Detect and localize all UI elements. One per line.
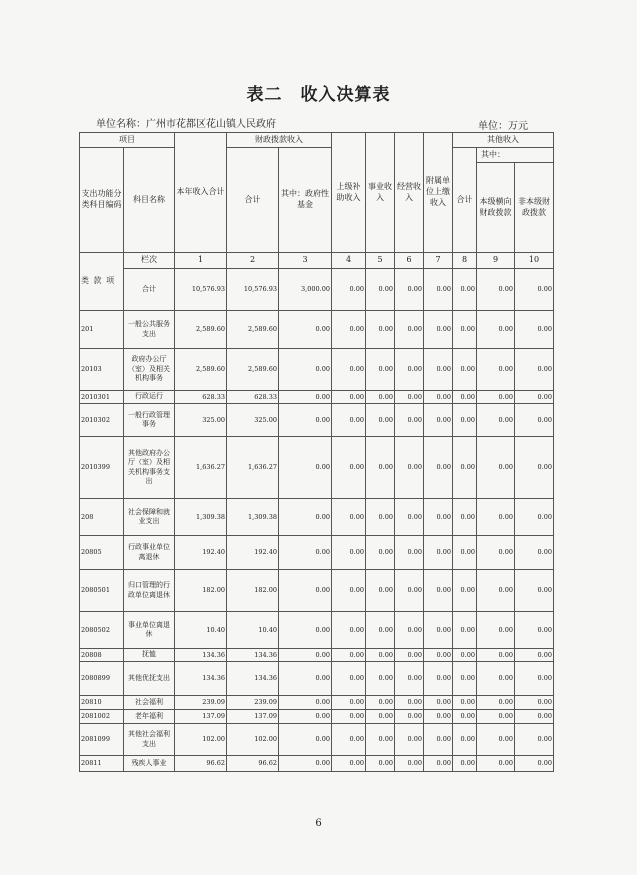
row-value: 0.00 — [279, 570, 332, 612]
row-value: 0.00 — [332, 570, 366, 612]
header-operating-income: 经营收入 — [395, 133, 424, 253]
row-value: 0.00 — [395, 662, 424, 696]
header-non-fiscal: 非本级财政拨款 — [515, 163, 554, 253]
total-value: 0.00 — [366, 269, 395, 311]
row-value: 0.00 — [477, 756, 515, 772]
col-num: 10 — [515, 253, 554, 269]
row-value: 0.00 — [453, 437, 477, 499]
row-code: 2080501 — [80, 570, 124, 612]
row-code: 20808 — [80, 649, 124, 662]
header-lateral: 本级横向财政拨款 — [477, 163, 515, 253]
row-value: 325.00 — [175, 404, 227, 437]
row-value: 0.00 — [453, 311, 477, 349]
row-subject-name: 残疾人事业 — [124, 756, 175, 772]
row-code: 2080502 — [80, 612, 124, 649]
row-value: 0.00 — [366, 536, 395, 570]
header-func-code: 支出功能分类科目编码 — [80, 148, 124, 253]
header-kuan: 款 — [93, 276, 103, 286]
row-code: 201 — [80, 311, 124, 349]
header-xiang: 项 — [106, 276, 116, 286]
row-value: 0.00 — [515, 404, 554, 437]
row-value: 0.00 — [366, 391, 395, 404]
col-num: 6 — [395, 253, 424, 269]
row-value: 0.00 — [453, 662, 477, 696]
row-value: 0.00 — [332, 311, 366, 349]
row-value: 0.00 — [424, 311, 453, 349]
col-num: 1 — [175, 253, 227, 269]
header-total-income: 本年收入合计 — [175, 133, 227, 253]
row-value: 0.00 — [477, 696, 515, 710]
total-value: 0.00 — [395, 269, 424, 311]
row-value: 0.00 — [395, 710, 424, 724]
row-value: 0.00 — [279, 662, 332, 696]
row-subject-name: 社会保障和就业支出 — [124, 499, 175, 536]
row-value: 134.36 — [175, 662, 227, 696]
table-row — [80, 311, 554, 349]
row-subject-name: 一般行政管理事务 — [124, 404, 175, 437]
header-fiscal-total: 合计 — [227, 148, 279, 253]
row-value: 0.00 — [366, 570, 395, 612]
row-value: 134.36 — [175, 649, 227, 662]
row-value: 0.00 — [515, 612, 554, 649]
table-row — [80, 499, 554, 536]
row-value: 0.00 — [279, 724, 332, 756]
row-value: 0.00 — [395, 311, 424, 349]
row-value: 0.00 — [424, 649, 453, 662]
row-value: 0.00 — [424, 710, 453, 724]
row-value: 0.00 — [515, 349, 554, 391]
row-value: 0.00 — [477, 404, 515, 437]
table-row — [80, 391, 554, 404]
header-of-which: 其中： — [477, 148, 554, 163]
row-value: 0.00 — [515, 756, 554, 772]
row-value: 0.00 — [332, 437, 366, 499]
row-value: 0.00 — [332, 724, 366, 756]
row-value: 0.00 — [366, 724, 395, 756]
row-value: 0.00 — [515, 437, 554, 499]
header-lei-kuan-xiang — [80, 253, 124, 311]
unit-label: 单位：万元 — [478, 121, 528, 132]
table-row — [80, 570, 554, 612]
header-lei: 类 — [81, 276, 90, 286]
row-value: 0.00 — [453, 756, 477, 772]
row-value: 102.00 — [175, 724, 227, 756]
row-value: 0.00 — [453, 499, 477, 536]
row-subject-name: 一般公共服务支出 — [124, 311, 175, 349]
row-value: 0.00 — [424, 349, 453, 391]
row-value: 0.00 — [279, 311, 332, 349]
row-value: 0.00 — [332, 756, 366, 772]
row-value: 0.00 — [366, 756, 395, 772]
row-value: 1,309.38 — [175, 499, 227, 536]
row-value: 0.00 — [453, 404, 477, 437]
row-value: 102.00 — [227, 724, 279, 756]
row-value: 0.00 — [366, 662, 395, 696]
row-value: 0.00 — [453, 612, 477, 649]
row-value: 2,589.60 — [175, 349, 227, 391]
header-project: 项目 — [80, 133, 175, 148]
row-code: 2081002 — [80, 710, 124, 724]
row-value: 0.00 — [279, 499, 332, 536]
total-value: 0.00 — [515, 269, 554, 311]
income-table — [79, 132, 554, 772]
row-value: 192.40 — [227, 536, 279, 570]
row-value: 0.00 — [395, 536, 424, 570]
col-num: 5 — [366, 253, 395, 269]
row-value: 0.00 — [453, 696, 477, 710]
row-value: 0.00 — [477, 710, 515, 724]
row-value: 0.00 — [515, 724, 554, 756]
table-row — [80, 710, 554, 724]
row-value: 0.00 — [515, 662, 554, 696]
total-value: 10,576.93 — [175, 269, 227, 311]
row-value: 182.00 — [227, 570, 279, 612]
row-value: 0.00 — [424, 662, 453, 696]
row-value: 0.00 — [477, 570, 515, 612]
row-value: 0.00 — [515, 696, 554, 710]
row-subject-name: 行政运行 — [124, 391, 175, 404]
row-value: 182.00 — [175, 570, 227, 612]
row-value: 2,589.60 — [227, 311, 279, 349]
table-row — [80, 662, 554, 696]
row-value: 0.00 — [453, 724, 477, 756]
row-value: 137.09 — [227, 710, 279, 724]
row-value: 0.00 — [366, 696, 395, 710]
row-code: 20811 — [80, 756, 124, 772]
row-code: 2010301 — [80, 391, 124, 404]
row-subject-name: 其他社会福利支出 — [124, 724, 175, 756]
col-num: 8 — [453, 253, 477, 269]
row-value: 0.00 — [515, 570, 554, 612]
row-value: 0.00 — [453, 570, 477, 612]
row-value: 10.40 — [227, 612, 279, 649]
row-value: 10.40 — [175, 612, 227, 649]
row-value: 134.36 — [227, 662, 279, 696]
row-value: 0.00 — [279, 404, 332, 437]
row-value: 0.00 — [366, 499, 395, 536]
table-row — [80, 696, 554, 710]
row-value: 0.00 — [515, 311, 554, 349]
row-value: 0.00 — [366, 710, 395, 724]
row-value: 2,589.60 — [227, 349, 279, 391]
row-code: 20103 — [80, 349, 124, 391]
unit-name: 单位名称：广州市花都区花山镇人民政府 — [96, 119, 276, 130]
table-row — [80, 536, 554, 570]
row-value: 0.00 — [477, 391, 515, 404]
row-value: 0.00 — [453, 710, 477, 724]
row-value: 0.00 — [477, 311, 515, 349]
row-value: 0.00 — [332, 536, 366, 570]
row-code: 2081099 — [80, 724, 124, 756]
row-value: 0.00 — [477, 649, 515, 662]
header-column-label: 栏次 — [124, 253, 175, 269]
row-value: 0.00 — [279, 696, 332, 710]
table-row — [80, 756, 554, 772]
col-num: 4 — [332, 253, 366, 269]
row-code: 2010302 — [80, 404, 124, 437]
row-value: 96.62 — [175, 756, 227, 772]
row-value: 0.00 — [332, 404, 366, 437]
row-value: 0.00 — [424, 724, 453, 756]
row-value: 0.00 — [477, 724, 515, 756]
row-value: 0.00 — [395, 391, 424, 404]
total-row — [80, 269, 554, 311]
row-value: 0.00 — [332, 391, 366, 404]
row-value: 0.00 — [332, 710, 366, 724]
row-value: 0.00 — [424, 404, 453, 437]
row-value: 0.00 — [515, 536, 554, 570]
row-value: 628.33 — [227, 391, 279, 404]
row-code: 2010399 — [80, 437, 124, 499]
header-business-income: 事业收入 — [366, 133, 395, 253]
col-num: 7 — [424, 253, 453, 269]
row-value: 0.00 — [424, 391, 453, 404]
col-num: 3 — [279, 253, 332, 269]
row-value: 0.00 — [366, 437, 395, 499]
page-number: 6 — [315, 818, 322, 829]
row-value: 0.00 — [366, 612, 395, 649]
row-value: 325.00 — [227, 404, 279, 437]
header-other-total: 合计 — [453, 148, 477, 253]
row-value: 134.36 — [227, 649, 279, 662]
table-row — [80, 724, 554, 756]
row-value: 0.00 — [477, 662, 515, 696]
row-value: 0.00 — [279, 710, 332, 724]
row-value: 0.00 — [332, 349, 366, 391]
row-value: 0.00 — [279, 536, 332, 570]
row-value: 0.00 — [395, 696, 424, 710]
row-value: 0.00 — [279, 437, 332, 499]
row-value: 0.00 — [395, 404, 424, 437]
row-value: 1,636.27 — [175, 437, 227, 499]
row-value: 0.00 — [477, 349, 515, 391]
row-value: 0.00 — [515, 649, 554, 662]
row-value: 0.00 — [366, 404, 395, 437]
header-affiliated: 附属单位上缴收入 — [424, 133, 453, 253]
row-value: 0.00 — [332, 662, 366, 696]
row-value: 0.00 — [366, 311, 395, 349]
row-value: 0.00 — [279, 349, 332, 391]
row-value: 239.09 — [175, 696, 227, 710]
row-value: 0.00 — [453, 391, 477, 404]
row-value: 628.33 — [175, 391, 227, 404]
row-value: 0.00 — [279, 612, 332, 649]
row-value: 0.00 — [424, 696, 453, 710]
row-value: 0.00 — [424, 570, 453, 612]
row-value: 0.00 — [515, 710, 554, 724]
row-value: 1,309.38 — [227, 499, 279, 536]
row-value: 0.00 — [332, 612, 366, 649]
row-value: 0.00 — [332, 696, 366, 710]
row-value: 0.00 — [395, 437, 424, 499]
table-row — [80, 437, 554, 499]
row-value: 0.00 — [424, 612, 453, 649]
row-value: 0.00 — [332, 499, 366, 536]
row-value: 0.00 — [279, 756, 332, 772]
row-value: 0.00 — [395, 649, 424, 662]
row-value: 0.00 — [366, 349, 395, 391]
col-num: 9 — [477, 253, 515, 269]
row-value: 0.00 — [453, 536, 477, 570]
row-value: 0.00 — [424, 499, 453, 536]
total-value: 3,000.00 — [279, 269, 332, 311]
total-label: 合计 — [124, 269, 175, 311]
table-row — [80, 612, 554, 649]
col-num: 2 — [227, 253, 279, 269]
header-subject-name: 科目名称 — [124, 148, 175, 253]
row-value: 0.00 — [424, 756, 453, 772]
row-code: 208 — [80, 499, 124, 536]
row-value: 0.00 — [279, 391, 332, 404]
row-value: 0.00 — [477, 612, 515, 649]
row-subject-name: 社会福利 — [124, 696, 175, 710]
row-value: 0.00 — [395, 756, 424, 772]
row-code: 20805 — [80, 536, 124, 570]
row-subject-name: 政府办公厅（室）及相关机构事务 — [124, 349, 175, 391]
row-code: 20810 — [80, 696, 124, 710]
row-value: 0.00 — [395, 724, 424, 756]
table-row — [80, 349, 554, 391]
total-value: 10,576.93 — [227, 269, 279, 311]
row-value: 1,636.27 — [227, 437, 279, 499]
row-value: 0.00 — [424, 437, 453, 499]
table-row — [80, 404, 554, 437]
row-value: 0.00 — [515, 499, 554, 536]
row-value: 0.00 — [395, 349, 424, 391]
total-value: 0.00 — [453, 269, 477, 311]
row-value: 192.40 — [175, 536, 227, 570]
row-subject-name: 归口管理的行政单位离退休 — [124, 570, 175, 612]
row-value: 2,589.60 — [175, 311, 227, 349]
row-subject-name: 老年福利 — [124, 710, 175, 724]
header-fiscal: 财政拨款收入 — [227, 133, 332, 148]
row-value: 0.00 — [366, 649, 395, 662]
row-value: 0.00 — [395, 570, 424, 612]
row-subject-name: 事业单位离退休 — [124, 612, 175, 649]
row-value: 0.00 — [395, 612, 424, 649]
row-value: 0.00 — [395, 499, 424, 536]
row-value: 96.62 — [227, 756, 279, 772]
row-subject-name: 行政事业单位离退休 — [124, 536, 175, 570]
row-value: 0.00 — [424, 536, 453, 570]
total-value: 0.00 — [332, 269, 366, 311]
table-row — [80, 649, 554, 662]
total-value: 0.00 — [477, 269, 515, 311]
row-value: 0.00 — [279, 649, 332, 662]
row-code: 2080899 — [80, 662, 124, 696]
row-subject-name: 抚恤 — [124, 649, 175, 662]
row-value: 0.00 — [453, 349, 477, 391]
page-title: 表二 收入决算表 — [246, 85, 391, 105]
header-other-income: 其他收入 — [453, 133, 554, 148]
row-value: 0.00 — [332, 649, 366, 662]
row-value: 0.00 — [453, 649, 477, 662]
row-value: 239.09 — [227, 696, 279, 710]
row-value: 0.00 — [477, 437, 515, 499]
row-value: 0.00 — [515, 391, 554, 404]
header-upper-subsidy: 上级补助收入 — [332, 133, 366, 253]
row-value: 137.09 — [175, 710, 227, 724]
total-value: 0.00 — [424, 269, 453, 311]
row-value: 0.00 — [477, 499, 515, 536]
row-value: 0.00 — [477, 536, 515, 570]
row-subject-name: 其他政府办公厅（室）及相关机构事务支出 — [124, 437, 175, 499]
row-subject-name: 其他优抚支出 — [124, 662, 175, 696]
header-fiscal-fund: 其中：政府性基金 — [279, 148, 332, 253]
